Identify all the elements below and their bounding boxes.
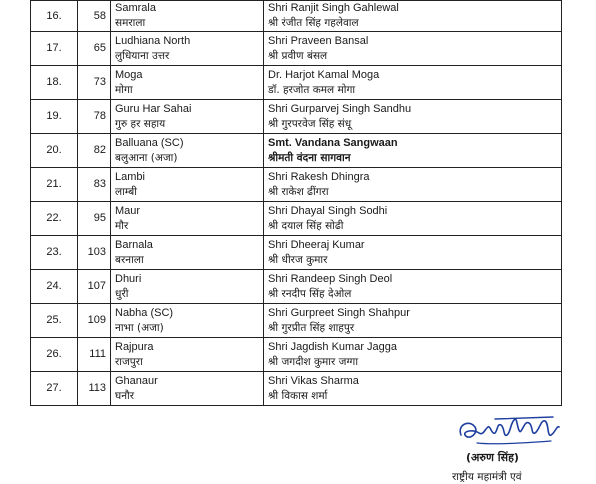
constituency-number: 82 <box>78 134 111 168</box>
serial-number: 16. <box>31 1 78 32</box>
candidate-name-hi: श्री राकेश ढींगरा <box>268 185 329 198</box>
candidate-name <box>264 304 562 338</box>
constituency-number: 58 <box>78 1 111 32</box>
serial-number: 18. <box>31 66 78 100</box>
candidate-name-en: Shri Jagdish Kumar Jagga <box>268 340 398 353</box>
candidate-name-hi: श्री धीरज कुमार <box>268 253 328 266</box>
constituency-name <box>111 338 264 372</box>
constituency-name-hi: गुरु हर सहाय <box>115 117 166 130</box>
candidate-name-en: Shri Ranjit Singh Gahlewal <box>268 2 399 14</box>
constituency-name-en: Lambi <box>115 170 145 183</box>
candidate-name-hi: श्री रंजीत सिंह गहलेवाल <box>268 17 359 29</box>
candidate-name-hi: श्री जगदीश कुमार जग्गा <box>268 355 359 368</box>
table-row <box>31 338 562 372</box>
constituency-name-en: Guru Har Sahai <box>115 102 192 115</box>
serial-number: 26. <box>31 338 78 372</box>
serial-number: 27. <box>31 372 78 406</box>
candidate-name-hi: श्री दयाल सिंह सोढी <box>268 219 344 232</box>
constituency-name-hi: नाभा (अजा) <box>115 321 164 334</box>
serial-number: 25. <box>31 304 78 338</box>
constituency-number: 83 <box>78 168 111 202</box>
candidate-name <box>264 100 562 134</box>
serial-number: 23. <box>31 236 78 270</box>
candidate-name <box>264 32 562 66</box>
table-row <box>31 202 562 236</box>
serial-number: 22. <box>31 202 78 236</box>
constituency-name-hi: समराला <box>115 17 146 29</box>
constituency-name-hi: घनौर <box>115 389 135 402</box>
serial-number: 24. <box>31 270 78 304</box>
constituency-name-en: Maur <box>115 204 141 217</box>
constituency-name <box>111 202 264 236</box>
constituency-name-en: Barnala <box>115 238 153 251</box>
constituency-name-hi: लुधियाना उत्तर <box>115 49 170 62</box>
signatory-name: (अरुण सिंह) <box>466 451 519 464</box>
table-row <box>31 100 562 134</box>
constituency-name-en: Dhuri <box>115 272 142 285</box>
table-row <box>31 304 562 338</box>
serial-number: 21. <box>31 168 78 202</box>
candidate-name <box>264 202 562 236</box>
constituency-name-hi: लाम्बी <box>115 185 137 198</box>
constituency-name-hi: बलुआना (अजा) <box>115 151 178 164</box>
constituency-number: 111 <box>78 338 111 372</box>
candidate-name-en: Shri Randeep Singh Deol <box>268 272 393 285</box>
table-row <box>31 32 562 66</box>
candidate-name-hi: श्री रनदीप सिंह देओल <box>268 287 352 300</box>
constituency-number: 103 <box>78 236 111 270</box>
candidate-table <box>30 0 562 406</box>
candidate-name-hi: डॉ. हरजोत कमल मोगा <box>268 83 356 96</box>
candidate-name <box>264 270 562 304</box>
constituency-number: 109 <box>78 304 111 338</box>
handwritten-signature <box>455 405 565 453</box>
constituency-number: 78 <box>78 100 111 134</box>
candidate-name-en: Smt. Vandana Sangwaan <box>268 136 398 149</box>
candidate-name-hi: श्रीमती वंदना सागवान <box>268 151 351 164</box>
serial-number: 20. <box>31 134 78 168</box>
candidate-name-en: Shri Dhayal Singh Sodhi <box>268 204 388 217</box>
constituency-name <box>111 66 264 100</box>
serial-number: 19. <box>31 100 78 134</box>
candidate-name-en: Dr. Harjot Kamal Moga <box>268 68 380 81</box>
constituency-name-hi: धुरी <box>115 287 129 300</box>
candidate-name <box>264 168 562 202</box>
constituency-name <box>111 32 264 66</box>
table-row <box>31 270 562 304</box>
constituency-name <box>111 236 264 270</box>
candidate-name <box>264 1 562 32</box>
constituency-name <box>111 100 264 134</box>
candidate-name <box>264 236 562 270</box>
constituency-name-en: Ghanaur <box>115 374 158 387</box>
candidate-name-en: Shri Rakesh Dhingra <box>268 170 370 183</box>
constituency-name <box>111 1 264 32</box>
table-row <box>31 134 562 168</box>
constituency-name <box>111 168 264 202</box>
constituency-name-hi: मोगा <box>115 83 133 96</box>
candidate-name <box>264 66 562 100</box>
constituency-number: 95 <box>78 202 111 236</box>
constituency-name-en: Ludhiana North <box>115 34 191 47</box>
signatory-title: राष्ट्रीय महामंत्री एवं <box>452 471 522 483</box>
candidate-name-en: Shri Gurpreet Singh Shahpur <box>268 306 410 319</box>
candidate-name-hi: श्री प्रवीण बंसल <box>268 49 328 62</box>
candidate-name-hi: श्री विकास शर्मा <box>268 389 328 402</box>
constituency-name-hi: राजपुरा <box>115 355 143 368</box>
candidate-name-en: Shri Gurparvej Singh Sandhu <box>268 102 412 115</box>
constituency-name <box>111 134 264 168</box>
candidate-name <box>264 134 562 168</box>
constituency-name <box>111 270 264 304</box>
table-row <box>31 66 562 100</box>
candidate-name-hi: श्री गुरपरवेज सिंह संधू <box>268 117 352 130</box>
constituency-number: 107 <box>78 270 111 304</box>
candidate-name <box>264 338 562 372</box>
constituency-name-hi: बरनाला <box>115 253 144 266</box>
candidate-name-en: Shri Praveen Bansal <box>268 34 369 47</box>
constituency-name-en: Samrala <box>115 2 156 14</box>
serial-number: 17. <box>31 32 78 66</box>
constituency-name-en: Rajpura <box>115 340 154 353</box>
candidate-name-hi: श्री गुरप्रीत सिंह शाहपुर <box>268 321 355 334</box>
table-row <box>31 372 562 406</box>
constituency-name-en: Moga <box>115 68 143 81</box>
constituency-name <box>111 304 264 338</box>
table-row <box>31 1 562 32</box>
constituency-name-en: Nabha (SC) <box>115 306 174 319</box>
constituency-number: 65 <box>78 32 111 66</box>
candidate-name <box>264 372 562 406</box>
constituency-name-en: Balluana (SC) <box>115 136 184 149</box>
constituency-number: 73 <box>78 66 111 100</box>
table-row <box>31 168 562 202</box>
constituency-name-hi: मौर <box>115 219 129 232</box>
candidate-name-en: Shri Dheeraj Kumar <box>268 238 365 251</box>
constituency-number: 113 <box>78 372 111 406</box>
candidate-name-en: Shri Vikas Sharma <box>268 374 359 387</box>
table-row <box>31 236 562 270</box>
constituency-name <box>111 372 264 406</box>
